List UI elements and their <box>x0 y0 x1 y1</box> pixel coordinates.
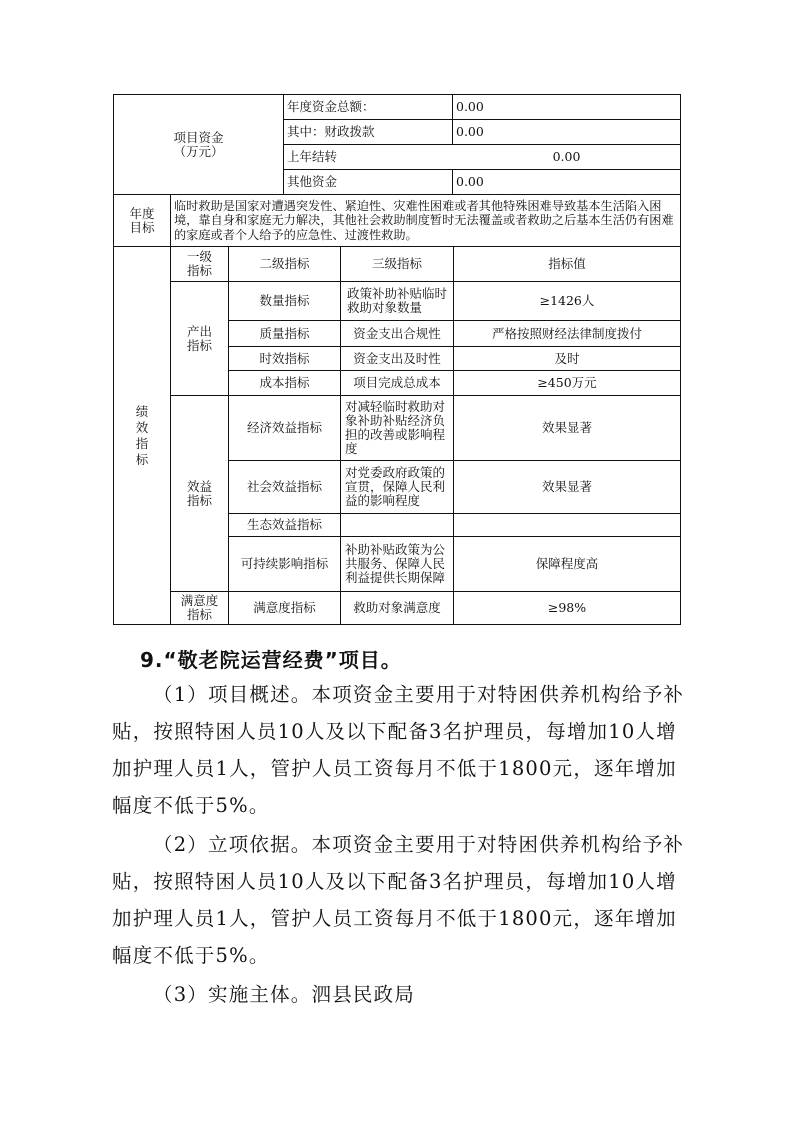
row-economic-value: 效果显著 <box>541 420 592 435</box>
goal-label <box>114 195 170 246</box>
section-heading: 9.“敬老院运营经费”项目。 <box>140 648 402 672</box>
group-satisfaction-label <box>171 592 228 624</box>
row-social-value: 效果显著 <box>541 479 592 494</box>
row-satisfaction-l2: 满意度指标 <box>253 600 316 615</box>
row-cost-l2: 成本指标 <box>259 375 310 390</box>
row-quality-value: 严格按照财经法律制度拨付 <box>491 325 642 341</box>
header-value: 指标值 <box>548 256 586 271</box>
row-sustainable-l3 <box>341 537 453 591</box>
header-level3: 三级指标 <box>371 256 422 271</box>
row-economic-l3 <box>341 396 453 460</box>
group-output-label <box>171 282 228 395</box>
row-economic-l2: 经济效益指标 <box>246 420 322 435</box>
row-sustainable-value: 保障程度高 <box>535 556 599 571</box>
row-ecological-l3 <box>341 514 453 536</box>
row-timeliness-l2: 时效指标 <box>259 350 310 366</box>
group-satisfaction-text: 满意度指标 <box>180 593 219 622</box>
header-level1-text: 一级指标 <box>186 249 212 278</box>
row-sustainable-l3-text: 补助补贴政策为公共服务、保障人民利益提供长期保障 <box>345 542 446 585</box>
row-quantity-l3 <box>341 282 453 320</box>
row-quality-l2: 质量指标 <box>259 325 310 341</box>
funds-row-carryover-value: 0.00 <box>552 149 581 164</box>
row-quantity-l3-text: 政策补助补贴临时救助对象数量 <box>347 286 448 315</box>
funds-unit-text: （万元） <box>173 143 224 159</box>
funds-row-total-name: 年度资金总额： <box>287 99 375 114</box>
row-timeliness-l3: 资金支出及时性 <box>353 350 441 366</box>
header-level1 <box>171 247 228 281</box>
perf-label-text: 绩效指标 <box>135 403 149 467</box>
row-timeliness-value: 及时 <box>554 350 580 366</box>
goal-label-line1: 年度 <box>129 205 155 221</box>
row-social-l2: 社会效益指标 <box>246 479 322 494</box>
row-economic-l3-text: 对减轻临时救助对象补助补贴经济负担的改善或影响程度 <box>345 399 446 456</box>
group-output-text: 产出指标 <box>186 323 212 353</box>
funds-row-fiscal-name: 其中：财政拨款 <box>287 124 375 139</box>
header-level2: 二级指标 <box>259 256 310 271</box>
funds-row-carryover-name: 上年结转 <box>287 149 338 164</box>
funds-label <box>114 95 283 194</box>
row-quantity-l2: 数量指标 <box>259 293 310 308</box>
funds-row-other-name: 其他资金 <box>287 174 338 189</box>
row-quantity-value: ≥1426人 <box>539 293 595 308</box>
funds-row-other-value: 0.00 <box>456 174 484 189</box>
row-social-l3-text: 对党委政府政策的宣贯，保障人民利益的影响程度 <box>345 465 446 508</box>
row-satisfaction-l3: 救助对象满意度 <box>353 600 441 615</box>
row-quality-l3: 资金支出合规性 <box>353 325 441 341</box>
paragraph-basis: （2）立项依据。本项资金主要用于对特困供养机构给予补贴，按照特困人员10人及以下配备3名护理员，每增加10人增加护理人员1人，管护人员工资每月不低于1800元，逐年增加幅度不低于5%。 <box>112 833 685 967</box>
funds-row-total-value: 0.00 <box>456 99 484 114</box>
goal-text: 临时救助是国家对遭遇突发性、紧迫性、灾难性困难或者其他特殊困难导致基本生活陷入困境，靠自身和家庭无力解决，其他社会救助制度暂时无法覆盖或者救助之后基本生活仍有困难的家庭或者个人给予的应急性、过渡性救助。 <box>174 198 674 242</box>
row-social-l3 <box>341 461 453 513</box>
group-benefit-label <box>171 396 228 591</box>
funds-row-fiscal-value: 0.00 <box>456 124 484 139</box>
row-sustainable-l2: 可持续影响指标 <box>240 556 329 571</box>
goal-label-line2: 目标 <box>129 219 155 235</box>
perf-label <box>128 247 156 624</box>
paragraph-implementer: （3）实施主体。泗县民政局 <box>153 983 416 1006</box>
row-cost-l3: 项目完成总成本 <box>353 375 441 390</box>
paragraph-overview: （1）项目概述。本项资金主要用于对特困供养机构给予补贴，按照特困人员10人及以下配备3名护理员，每增加10人增加护理人员1人，管护人员工资每月不低于1800元，逐年增加幅度不低于5%。 <box>112 683 685 817</box>
row-satisfaction-value: ≥98% <box>547 600 587 615</box>
row-ecological-value <box>454 514 680 536</box>
funds-label-text: 项目资金 <box>173 129 224 145</box>
row-ecological-l2: 生态效益指标 <box>246 517 322 532</box>
row-cost-value: ≥450万元 <box>537 375 597 390</box>
group-benefit-text: 效益指标 <box>186 478 212 508</box>
